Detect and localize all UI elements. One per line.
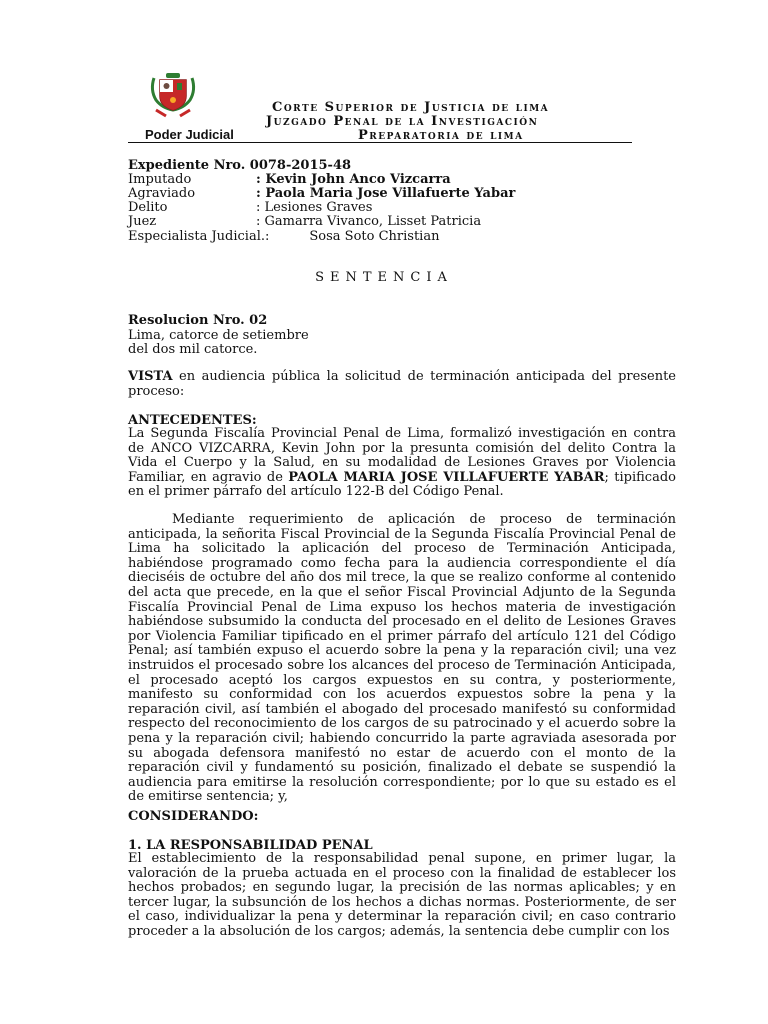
court-name-line-3: Preparatoria de lima xyxy=(358,128,524,143)
field-label: Imputado xyxy=(128,172,192,187)
considerando-heading: CONSIDERANDO: xyxy=(128,809,259,824)
court-name-line-2: Juzgado Penal de la Investigación xyxy=(266,114,539,129)
peru-coat-of-arms-icon xyxy=(148,70,198,118)
field-value: : Paola Maria Jose Villafuerte Yabar xyxy=(256,186,516,201)
fecha-line-2: del dos mil catorce. xyxy=(128,342,258,357)
antecedentes-text-a: La Segunda Fiscalía Provincial Penal de Lima, formalizó investigación en contra de ANCO VIZCARRA, Kevin John por la presunta comisión del delito Contra la Vida el Cuerpo y la Salud, en su modalidad de Lesiones Graves por Violencia Familiar, en agravio de xyxy=(128,426,676,485)
vista-text: en audiencia pública la solicitud de terminación anticipada del presente proceso: xyxy=(128,369,676,399)
court-name-line-1: Corte Superior de Justicia de lima xyxy=(272,100,550,115)
vista-lead: VISTA xyxy=(128,369,173,384)
field-label: Delito xyxy=(128,200,168,215)
field-value: : Kevin John Anco Vizcarra xyxy=(256,172,451,187)
poder-judicial-label: Poder Judicial xyxy=(145,127,234,142)
field-imputado xyxy=(128,172,451,187)
field-especialista xyxy=(128,229,439,244)
field-label: Especialista Judicial.: xyxy=(128,229,270,244)
antecedentes-victim-name: PAOLA MARIA JOSE VILLAFUERTE YABAR xyxy=(288,469,605,485)
field-delito xyxy=(128,200,372,215)
antecedentes-heading: ANTECEDENTES: xyxy=(128,413,257,428)
field-label: Juez xyxy=(128,214,157,229)
field-label: Agraviado xyxy=(128,186,196,201)
vista-paragraph xyxy=(128,370,676,399)
paragraph-terminacion xyxy=(128,513,676,805)
field-juez xyxy=(128,214,481,229)
field-value: : Gamarra Vivanco, Lisset Patricia xyxy=(256,214,482,229)
antecedentes-text-c: ; tipificado en el primer párrafo del artículo 122-B del Código Penal. xyxy=(128,469,676,500)
fecha-line-1: Lima, catorce de setiembre xyxy=(128,328,309,343)
document-title: SENTENCIA xyxy=(315,270,453,285)
paragraph-terminacion-text: Mediante requerimiento de aplicación de proceso de terminación anticipada, la señorita Fiscal Provincial de la Segunda Fiscalía Provincial Penal de Lima ha solicitado la aplicación del proceso de Terminación Anticipada, habiéndose programado como fecha para la audiencia correspondiente el día dieciséis de octubre del año dos mil trece, la que se realizo conforme al contenido del acta que precede, en la que el señor Fiscal Provincial Adjunto de la Segunda Fiscalía Provincial Penal de Lima expuso los hechos materia de investigación habiéndose subsumido la conducta del procesado en el delito de Lesiones Graves por Violencia Familiar tipificado en el primer párrafo del artículo 121 del Código Penal; así también expuso el acuerdo sobre la pena y la reparación civil; una vez instruidos el procesado sobre los alcances del proceso de Terminación Anticipada, el procesado aceptó los cargos expuestos en su contra, y posteriormente, manifesto su conformidad con los acuerdos expuestos sobre la pena y la reparación civil, así también el abogado del procesado manifestó su conformidad respecto del reconocimiento de los cargos de su patrocinado y el acuerdo sobre la pena y la reparación civil; habiendo concurrido la parte agraviada asesorada por su abogada defensora manifestó no estar de acuerdo con el monto de la reparación civil y fundamentó su posición, finalizado el debate se suspendió la audiencia para emitirse la resolución correspondiente; por lo que su estado es el de emitirse sentencia; y, xyxy=(128,512,676,805)
header-underline xyxy=(128,142,632,143)
expediente-number: Expediente Nro. 0078-2015-48 xyxy=(128,158,352,173)
section-1-text: El establecimiento de la responsabilidad penal supone, en primer lugar, la valoración de la prueba actuada en el proceso con la finalidad de establecer los hechos probados; en segundo lugar, la precisión de las normas aplicables; y en tercer lugar, la subsunción de los hechos a dichas normas. Posteriormente, de ser el caso, individualizar la pena y determinar la reparación civil; en caso contrario proceder a la absolución de los cargos; además, la sentencia debe cumplir con los xyxy=(128,851,676,939)
field-value: Sosa Soto Christian xyxy=(309,229,440,244)
antecedentes-paragraph xyxy=(128,427,676,500)
resolucion-number: Resolucion Nro. 02 xyxy=(128,313,268,328)
field-agraviado xyxy=(128,186,515,201)
section-1-paragraph xyxy=(128,852,676,940)
field-value: : Lesiones Graves xyxy=(256,200,373,215)
section-1-heading: 1. LA RESPONSABILIDAD PENAL xyxy=(128,838,373,853)
